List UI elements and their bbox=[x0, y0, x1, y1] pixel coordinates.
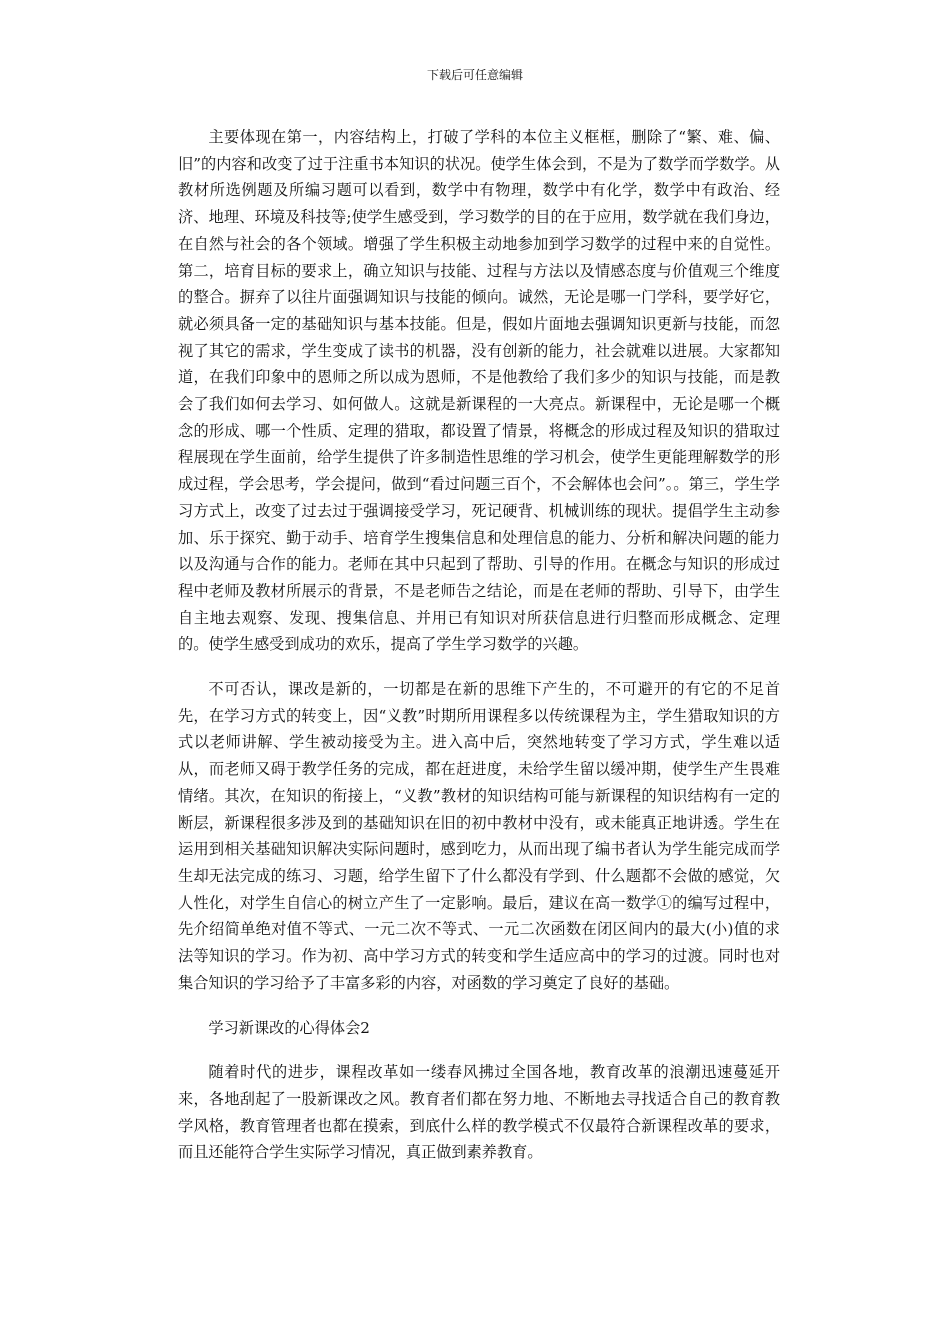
page-header: 下载后可任意编辑 bbox=[426, 68, 523, 82]
section-heading: 学习新课改的心得体会2 bbox=[208, 1018, 370, 1037]
document-body bbox=[178, 124, 780, 1166]
paragraph-curriculum-shortcomings: 不可否认，课改是新的，一切都是在新的思维下产生的，不可避开的有它的不足首先，在学习方式的转变上，因“义教”时期所用课程多以传统课程为主，学生猎取知识的方式以老师讲解、学生被动接受为主。进入高中后，突然地转变了学习方式，学生难以适从，而老师又碍于教学任务的完成，都在赶进度，未给学生留以缓冲期，使学生产生畏难情绪。其次，在知识的衔接上，“义教”教材的知识结构可能与新课程的知识结构有一定的断层，新课程很多涉及到的基础知识在旧的初中教材中没有，或未能真正地讲透。学生在运用到相关基础知识解决实际问题时，感到吃力，从而出现了编书者认为学生能完成而学生却无法完成的练习、习题，给学生留下了什么都没有学到、什么题都不会做的感觉，欠人性化，对学生自信心的树立产生了一定影响。最后，建议在高一数学①的编写过程中，先介绍简单绝对值不等式、一元二次不等式、一元二次函数在闭区间内的最大(小)值的求法等知识的学习。作为初、高中学习方式的转变和学生适应高中的学习的过渡。同时也对集合知识的学习给予了丰富多彩的内容，对函数的学习奠定了良好的基础。 bbox=[178, 680, 780, 992]
paragraph-reform-intro: 随着时代的进步，课程改革如一缕春风拂过全国各地，教育改革的浪潮迅速蔓延开来，各地刮起了一股新课改之风。教育者们都在努力地、不断地去寻找适合自己的教育教学风格，教育管理者也都在摸索，到底什么样的教学模式不仅最符合新课程改革的要求，而且还能符合学生实际学习情况，真正做到素养教育。 bbox=[178, 1063, 780, 1162]
paragraph-curriculum-features: 主要体现在第一，内容结构上，打破了学科的本位主义框框，删除了“繁、难、偏、旧”的内容和改变了过于注重书本知识的状况。使学生体会到，不是为了数学而学数学。从教材所选例题及所编习题可以看到，数学中有物理，数学中有化学，数学中有政治、经济、地理、环境及科技等;使学生感受到，学习数学的目的在于应用，数学就在我们身边，在自然与社会的各个领域。增强了学生积极主动地参加到学习数学的过程中来的自觉性。第二，培育目标的要求上，确立知识与技能、过程与方法以及情感态度与价值观三个维度的整合。摒弃了以往片面强调知识与技能的倾向。诚然，无论是哪一门学科，要学好它，就必须具备一定的基础知识与基本技能。但是，假如片面地去强调知识更新与技能，而忽视了其它的需求，学生变成了读书的机器，没有创新的能力，社会就难以进展。大家都知道，在我们印象中的恩师之所以成为恩师，不是他教给了我们多少的知识与技能，而是教会了我们如何去学习、如何做人。这就是新课程的一大亮点。新课程中，无论是哪一个概念的形成、哪一个性质、定理的猎取，都设置了情景，将概念的形成过程及知识的猎取过程展现在学生面前，给学生提供了许多制造性思维的学习机会，使学生更能理解数学的形成过程，学会思考，学会提问，做到“看过问题三百个，不会解体也会问”。。第三，学生学习方式上，改变了过去过于强调接受学习，死记硬背、机械训练的现状。提倡学生主动参加、乐于探究、勤于动手、培育学生搜集信息和处理信息的能力、分析和解决问题的能力以及沟通与合作的能力。老师在其中只起到了帮助、引导的作用。在概念与知识的形成过程中老师及教材所展示的背景，不是老师告之结论，而是在老师的帮助、引导下，由学生自主地去观察、发现、搜集信息、并用已有知识对所获信息进行归整而形成概念、定理的。使学生感受到成功的欢乐，提高了学生学习数学的兴趣。 bbox=[178, 128, 780, 654]
